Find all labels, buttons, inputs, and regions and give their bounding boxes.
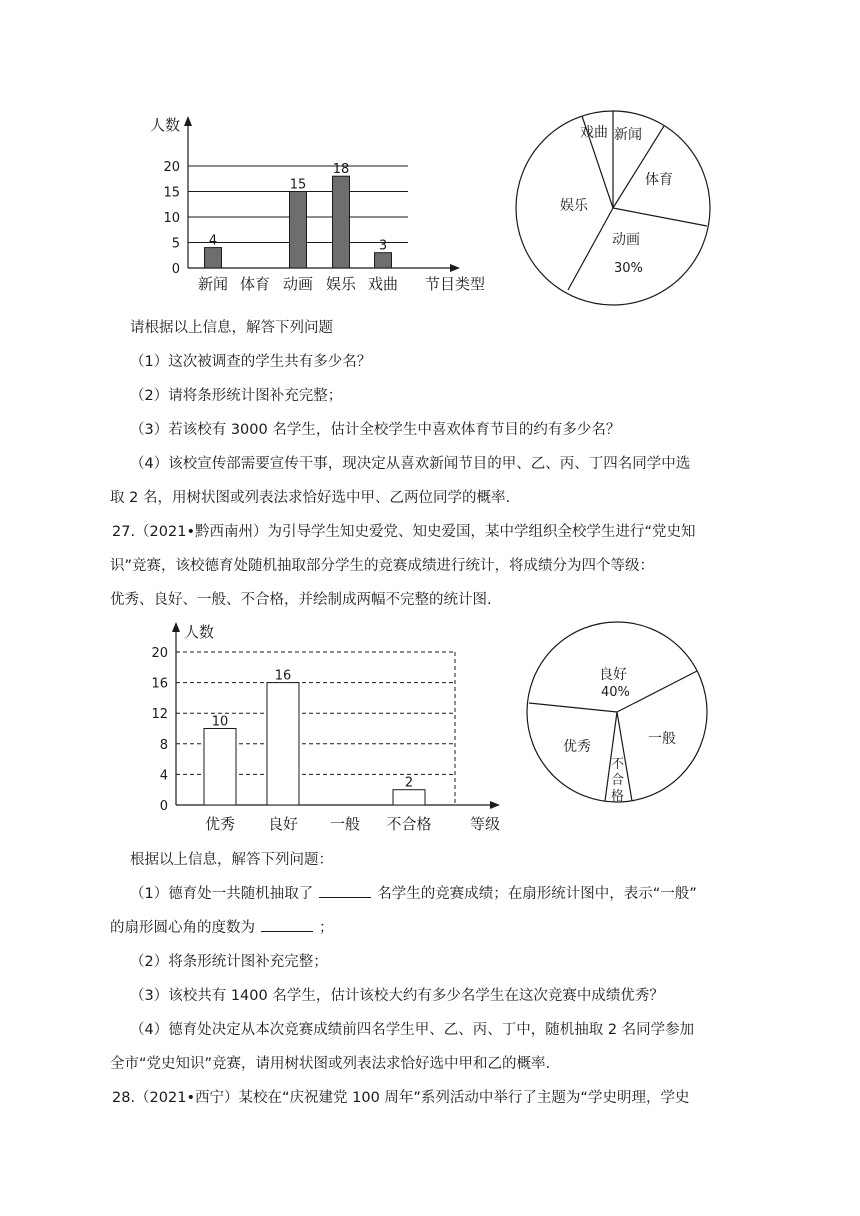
pie2-label-average: 一般 <box>648 731 676 747</box>
p27-q4a: （4）德育处决定从本次竞赛成绩前四名学生甲、乙、丙、丁中，随机抽取 2 名同学参加 <box>130 1022 695 1038</box>
chart3-ytick-label: 4 <box>159 768 168 784</box>
p27-q1-part1: （1）德育处一共随机抽取了 <box>130 886 314 902</box>
chart1-category-label: 娱乐 <box>325 275 357 293</box>
pie1-label-sports: 体育 <box>645 172 673 188</box>
chart1-ylabel: 人数 <box>150 116 181 134</box>
chart1-data-label: 18 <box>332 162 350 178</box>
pie2-label-fail-char: 合 <box>611 773 625 788</box>
pie2-label-fail-char: 不 <box>611 757 625 772</box>
chart3-ytick-label: 20 <box>151 646 168 661</box>
chart1-xlabel: 节目类型 <box>425 275 486 293</box>
chart1-data-label: 15 <box>289 177 307 193</box>
chart3-category-label: 良好 <box>267 815 299 833</box>
p27-q1-line2 <box>110 916 334 937</box>
p27-q1-part4: ； <box>319 920 334 936</box>
chart3-ytick-label: 12 <box>151 707 168 723</box>
chart3-ytick-label: 8 <box>159 737 168 753</box>
p27-q1-part3: 的扇形圆心角的度数为 <box>110 920 255 936</box>
chart1-data-label: 3 <box>378 238 388 254</box>
p26-q4a: （4）该校宣传部需要宣传干事，现决定从喜欢新闻节目的甲、乙、丙、丁四名同学中选 <box>130 456 691 472</box>
p27-intro: 根据以上信息，解答下列问题： <box>130 852 333 868</box>
p26-intro: 请根据以上信息，解答下列问题 <box>130 320 333 336</box>
pie2-label-fail-char: 格 <box>611 789 625 804</box>
p26-q4b: 取 2 名，用树状图或列表法求恰好选中甲、乙两位同学的概率. <box>110 490 511 506</box>
chart1-ytick-label: 5 <box>171 236 180 252</box>
pie2-value-good: 40% <box>601 685 630 700</box>
answer-blank <box>319 883 371 898</box>
answer-blank <box>261 917 313 932</box>
chart3-category-label: 一般 <box>329 815 361 833</box>
chart3-xlabel: 等级 <box>470 815 501 833</box>
chart1-category-label: 体育 <box>239 275 271 293</box>
pie1-value-animation: 30% <box>614 261 643 276</box>
p27-title-b: 识”竞赛，该校德育处随机抽取部分学生的竞赛成绩进行统计，将成绩分为四个等级： <box>110 558 655 574</box>
pie1-label-news: 新闻 <box>614 127 642 143</box>
chart3-data-label: 16 <box>274 668 292 684</box>
p26-q3: （3）若该校有 3000 名学生，估计全校学生中喜欢体育节目的约有多少名？ <box>130 422 621 438</box>
chart1-ytick-label: 0 <box>171 262 180 277</box>
p27-q1-line1 <box>130 882 697 903</box>
p27-q4b: 全市“党史知识”竞赛，请用树状图或列表法求恰好选中甲和乙的概率. <box>110 1056 551 1072</box>
chart3-ylabel: 人数 <box>184 623 215 641</box>
p27-title-c: 优秀、良好、一般、不合格，并绘制成两幅不完整的统计图. <box>110 592 492 608</box>
chart1-ytick-label: 10 <box>163 211 180 226</box>
p26-q1: （1）这次被调查的学生共有多少名？ <box>130 354 372 370</box>
chart3-category-label: 不合格 <box>386 815 432 833</box>
p27-q2: （2）将条形统计图补充完整； <box>130 954 328 970</box>
chart3-category-label: 优秀 <box>204 815 236 833</box>
chart1-category-label: 新闻 <box>197 275 229 293</box>
pie1-label-animation: 动画 <box>612 232 640 248</box>
pie2-label-good: 良好 <box>599 667 627 683</box>
chart1-category-label: 动画 <box>282 275 314 293</box>
p26-q2: （2）请将条形统计图补充完整； <box>130 388 343 404</box>
chart1-category-label: 戏曲 <box>367 275 399 293</box>
chart1-data-label: 4 <box>208 233 218 249</box>
p27-q3: （3）该校共有 1400 名学生，估计该校大约有多少名学生在这次竞赛中成绩优秀？ <box>130 988 664 1004</box>
chart3-data-label: 10 <box>211 714 229 730</box>
p27-q1-part2: 名学生的竞赛成绩；在扇形统计图中，表示“一般” <box>377 886 697 902</box>
chart1-ytick-label: 15 <box>163 185 180 201</box>
p28-title: 28.（2021•西宁）某校在“庆祝建党 100 周年”系列活动中举行了主题为“学史明理，学史 <box>112 1090 690 1106</box>
pie1-label-entertainment: 娱乐 <box>560 198 588 214</box>
chart3-ytick-label: 0 <box>159 799 168 814</box>
chart3-ytick-label: 16 <box>151 676 168 692</box>
pie2-label-fail <box>611 757 624 804</box>
p27-title-a: 27.（2021•黔西南州）为引导学生知史爱党、知史爱国，某中学组织全校学生进行“党史知 <box>112 524 696 540</box>
chart3-data-label: 2 <box>404 775 414 791</box>
pie2-label-excellent: 优秀 <box>563 739 591 755</box>
pie1-label-opera: 戏曲 <box>580 125 608 141</box>
chart1-ytick-label: 20 <box>163 160 180 175</box>
